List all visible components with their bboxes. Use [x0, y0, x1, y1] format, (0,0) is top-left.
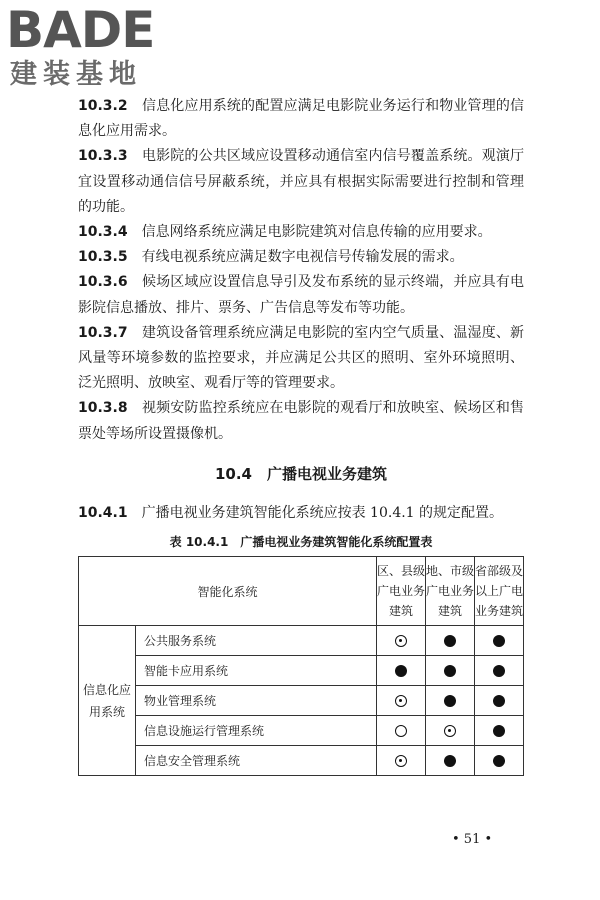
mark-cell — [377, 686, 426, 716]
clause-10-3-6: 10.3.6 候场区域应设置信息导引及发布系统的显示终端，并应具有电影院信息播放、排片、票务、广告信息等发布等功能。 — [78, 274, 525, 316]
clause-10-3-7: 10.3.7 建筑设备管理系统应满足电影院的室内空气质量、温湿度、新风量等环境参数的监控要求，并应满足公共区的照明、室外环境照明、泛光照明、放映室、观看厅等的管理要求。 — [78, 324, 525, 392]
header-system: 智能化系统 — [79, 557, 377, 626]
table-header-row — [79, 557, 524, 626]
config-symbol — [444, 725, 456, 737]
config-symbol — [395, 695, 407, 707]
header-provincial-level: 省部级及以上广电业务建筑 — [475, 557, 524, 626]
config-symbol — [395, 635, 407, 647]
header-county-level: 区、县级广电业务建筑 — [377, 557, 426, 626]
group-label: 信息化应用系统 — [79, 626, 136, 776]
config-symbol — [493, 725, 505, 737]
config-symbol — [493, 635, 505, 647]
page-number: • 51 • — [452, 832, 493, 847]
page-content — [78, 94, 524, 776]
mark-cell — [426, 746, 475, 776]
mark-cell — [475, 716, 524, 746]
config-symbol — [493, 755, 505, 767]
mark-cell — [475, 656, 524, 686]
mark-cell — [377, 656, 426, 686]
table-row — [79, 716, 524, 746]
config-symbol — [493, 665, 505, 677]
table-row — [79, 626, 524, 656]
config-symbol — [395, 755, 407, 767]
logo-subtitle: 建装基地 — [10, 59, 142, 90]
mark-cell — [377, 746, 426, 776]
section-heading: 10.4 广播电视业务建筑 — [214, 464, 387, 483]
mark-cell — [377, 716, 426, 746]
mark-cell — [426, 656, 475, 686]
mark-cell — [377, 626, 426, 656]
header-city-level: 地、市级广电业务建筑 — [426, 557, 475, 626]
config-symbol — [493, 695, 505, 707]
config-symbol — [395, 665, 407, 677]
config-symbol — [444, 665, 456, 677]
mark-cell — [426, 716, 475, 746]
system-name: 信息安全管理系统 — [136, 746, 377, 776]
clause-10-3-2: 10.3.2 信息化应用系统的配置应满足电影院业务运行和物业管理的信息化应用需求。 — [78, 98, 525, 140]
clause-10-3-5: 10.3.5 有线电视系统应满足数字电视信号传输发展的需求。 — [78, 249, 464, 266]
system-name: 物业管理系统 — [136, 686, 377, 716]
logo-wordmark: BADE — [6, 1, 155, 59]
system-name: 信息设施运行管理系统 — [136, 716, 377, 746]
clause-10-3-3: 10.3.3 电影院的公共区域应设置移动通信室内信号覆盖系统。观演厅宜设置移动通信信号屏蔽系统，并应具有根据实际需要进行控制和管理的功能。 — [78, 148, 525, 215]
config-symbol — [444, 755, 456, 767]
clause-10-3-8: 10.3.8 视频安防监控系统应在电影院的观看厅和放映室、候场区和售票处等场所设置摄像机。 — [78, 400, 525, 442]
clause-10-4-1: 10.4.1 广播电视业务建筑智能化系统应按表 10.4.1 的规定配置。 — [78, 504, 504, 521]
table-caption: 表 10.4.1 广播电视业务建筑智能化系统配置表 — [169, 535, 433, 550]
bade-logo — [6, 2, 176, 94]
table-row — [79, 746, 524, 776]
table-row — [79, 656, 524, 686]
mark-cell — [475, 626, 524, 656]
mark-cell — [426, 686, 475, 716]
mark-cell — [475, 746, 524, 776]
clause-10-3-4: 10.3.4 信息网络系统应满足电影院建筑对信息传输的应用要求。 — [78, 224, 492, 241]
config-symbol — [395, 725, 407, 737]
system-name: 智能卡应用系统 — [136, 656, 377, 686]
mark-cell — [475, 686, 524, 716]
config-symbol — [444, 695, 456, 707]
table-row — [79, 686, 524, 716]
config-symbol — [444, 635, 456, 647]
config-table — [78, 556, 524, 776]
mark-cell — [426, 626, 475, 656]
system-name: 公共服务系统 — [136, 626, 377, 656]
